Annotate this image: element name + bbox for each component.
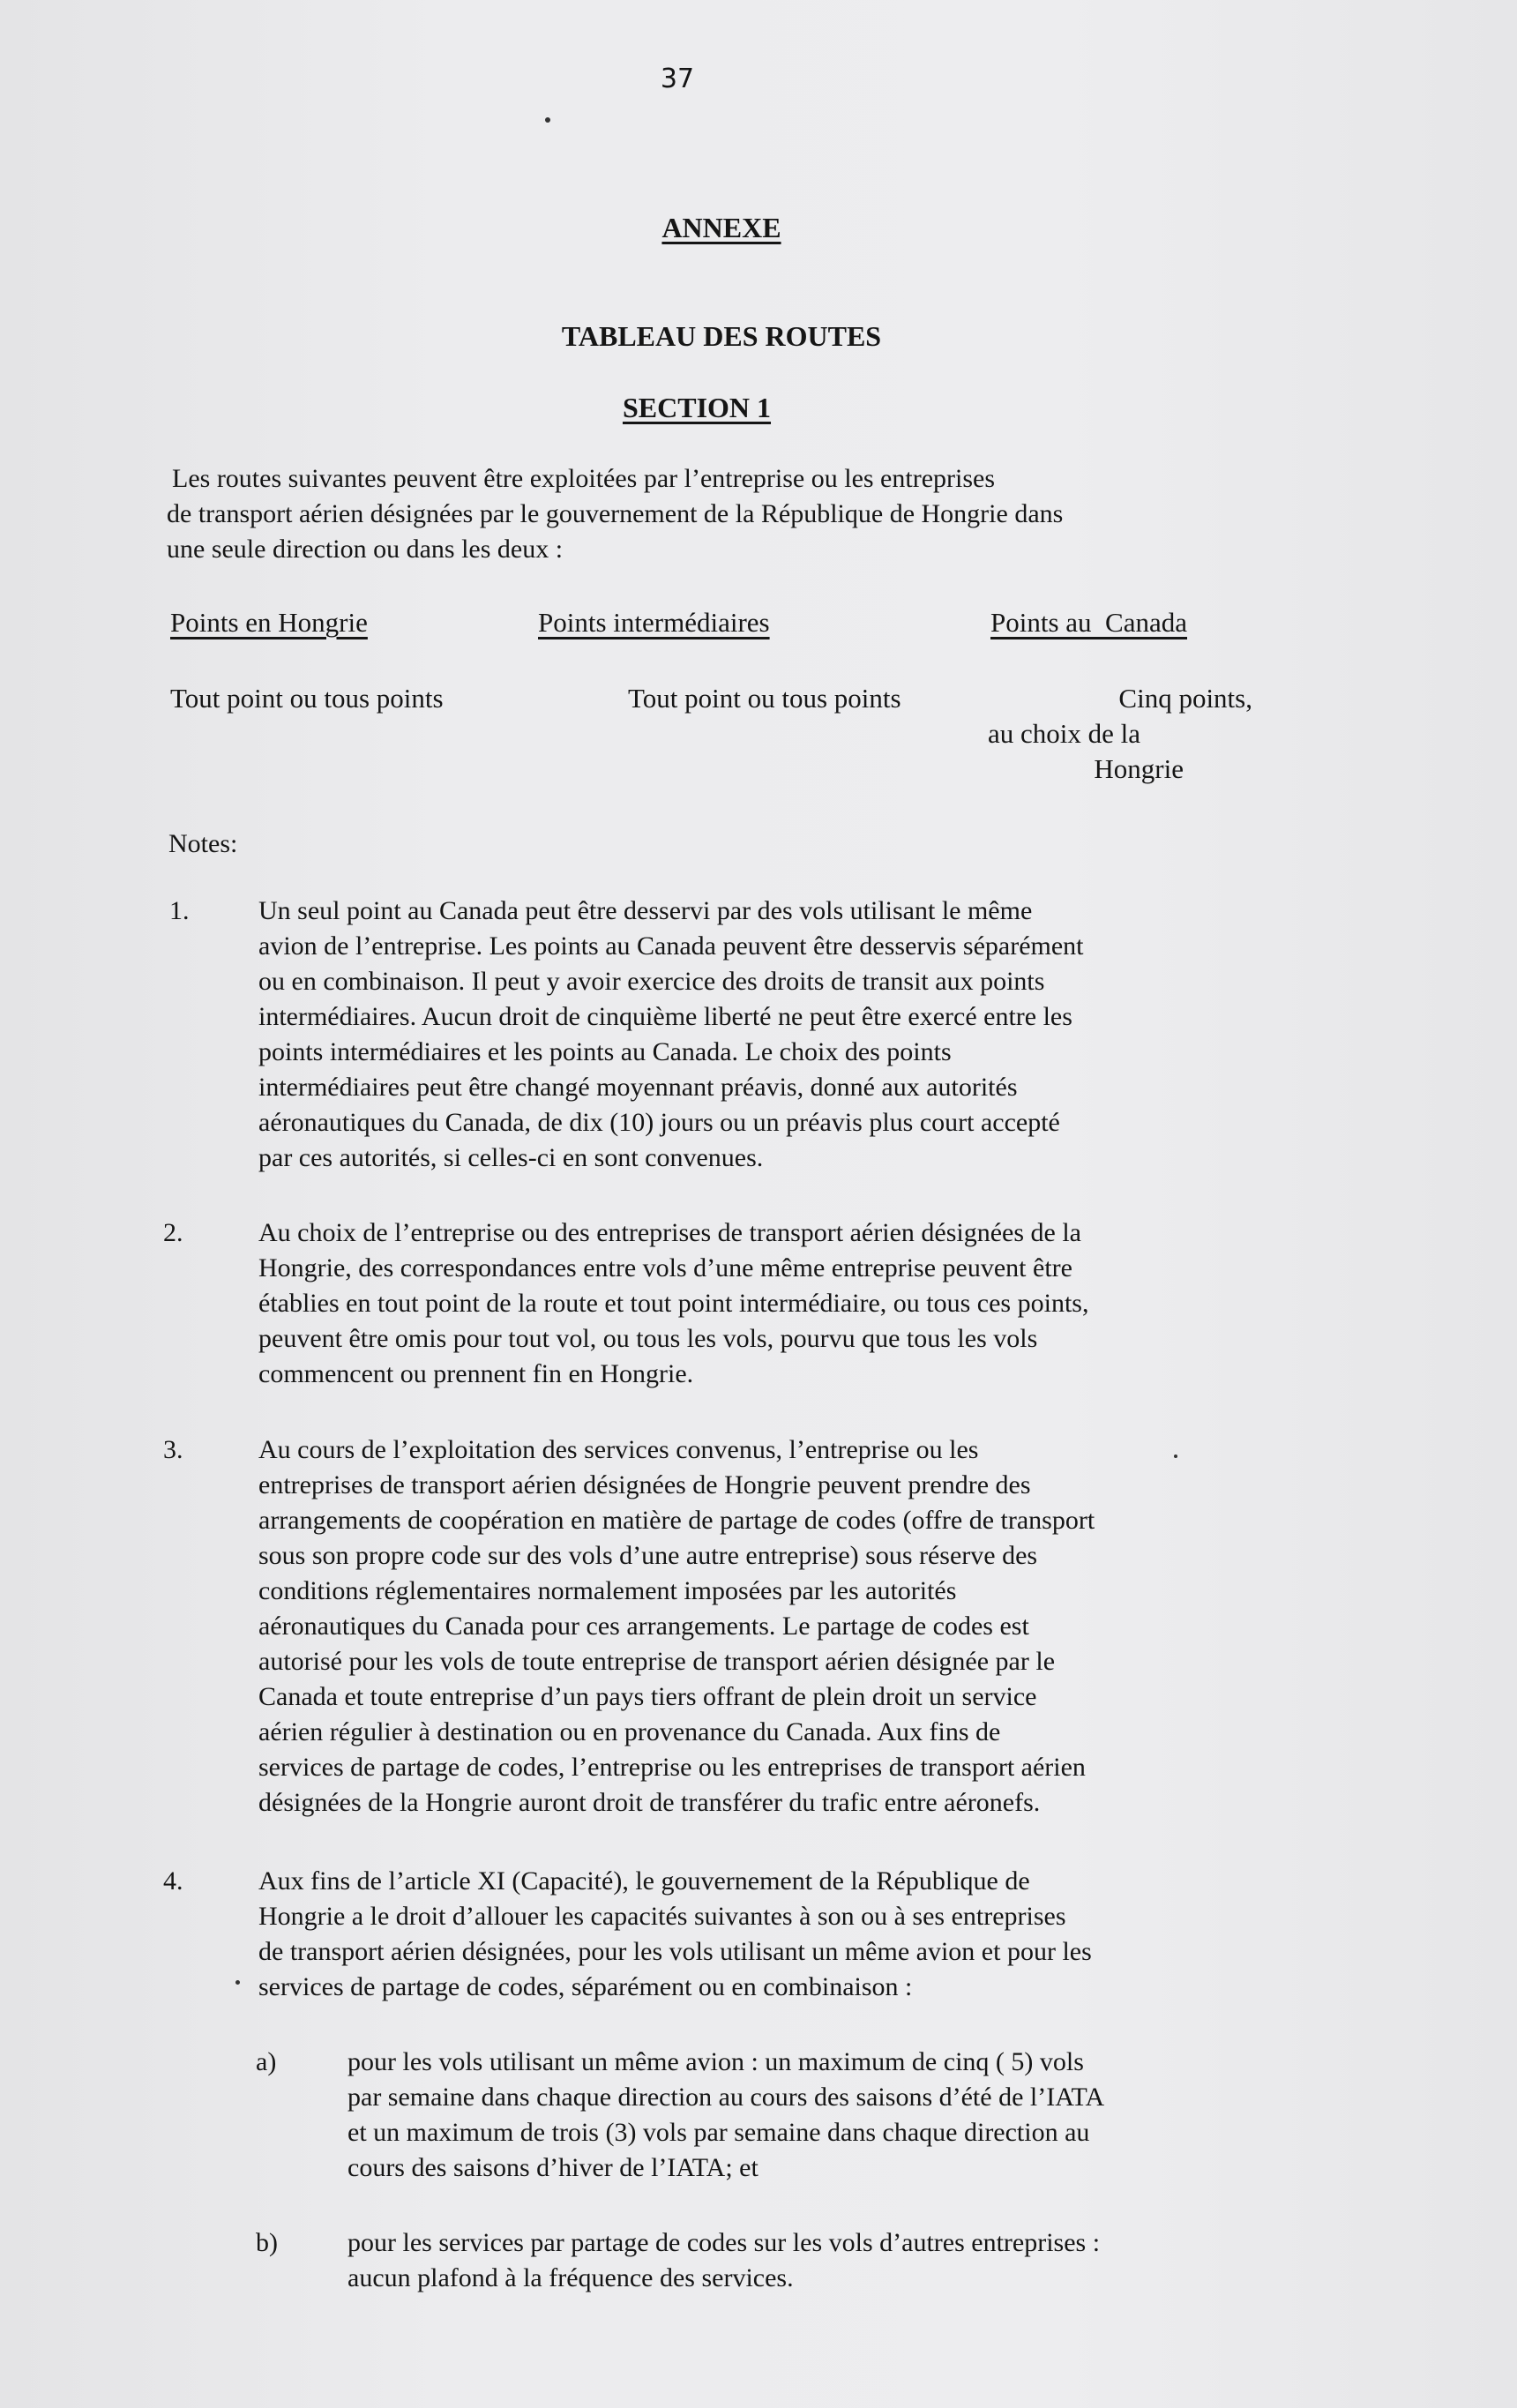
note-line: aéronautiques du Canada pour ces arrangements. Le partage de codes est	[258, 1612, 1029, 1641]
scan-speck	[545, 117, 550, 123]
notes-label: Notes:	[168, 829, 238, 858]
subitem-line: pour les vols utilisant un même avion : un maximum de cinq ( 5) vols	[347, 2047, 1084, 2076]
note-line: conditions réglementaires normalement imposées par les autorités	[258, 1576, 957, 1605]
routes-table-title: TABLEAU DES ROUTES	[561, 320, 882, 352]
cell-canada-points	[988, 681, 1252, 787]
note-number: 2.	[163, 1218, 183, 1247]
page-number: 37	[660, 64, 695, 94]
section-heading: SECTION 1	[622, 392, 772, 423]
note-line: Aux fins de l’article XI (Capacité), le gouvernement de la République de	[258, 1866, 1030, 1896]
note-number: 1.	[169, 896, 190, 925]
note-line: Au cours de l’exploitation des services convenus, l’entreprise ou les	[258, 1435, 979, 1464]
note-number: 3.	[163, 1435, 183, 1464]
subitem-line: et un maximum de trois (3) vols par semaine dans chaque direction au	[347, 2118, 1090, 2147]
note-line: ou en combinaison. Il peut y avoir exercice des droits de transit aux points	[258, 967, 1045, 996]
column-header-hungary: Points en Hongrie	[170, 607, 368, 638]
note-line: peuvent être omis pour tout vol, ou tous les vols, pourvu que tous les vols	[258, 1324, 1038, 1353]
note-4	[258, 1864, 1264, 2005]
note-line: arrangements de coopération en matière de partage de codes (offre de transport	[258, 1506, 1095, 1535]
subitem-line: aucun plafond à la fréquence des services.	[347, 2263, 794, 2292]
note-line: aéronautiques du Canada, de dix (10) jours ou un préavis plus court accepté	[258, 1108, 1060, 1137]
cell-line: Cinq points,	[1118, 683, 1252, 714]
column-header-intermediate: Points intermédiaires	[538, 607, 770, 638]
note-line: sous son propre code sur des vols d’une autre entreprise) sous réserve des	[258, 1541, 1038, 1570]
note-line: Un seul point au Canada peut être desservi par des vols utilisant le même	[258, 896, 1033, 925]
intro-paragraph	[167, 461, 1266, 567]
note-line: Hongrie a le droit d’allouer les capacités suivantes à son ou à ses entreprises	[258, 1902, 1066, 1931]
note-line: commencent ou prennent fin en Hongrie.	[258, 1359, 694, 1388]
intro-line: une seule direction ou dans les deux :	[167, 535, 564, 564]
intro-line: de transport aérien désignées par le gouvernement de la République de Hongrie dans	[167, 499, 1064, 528]
scan-speck	[235, 1980, 240, 1985]
subitem-line: par semaine dans chaque direction au cours des saisons d’été de l’IATA	[347, 2083, 1105, 2112]
note-number: 4.	[163, 1866, 183, 1896]
note-line: entreprises de transport aérien désignées de Hongrie peuvent prendre des	[258, 1470, 1031, 1499]
note-line: points intermédiaires et les points au Canada. Le choix des points	[258, 1037, 952, 1066]
column-header-canada: Points au Canada	[990, 607, 1187, 638]
note-3	[258, 1432, 1264, 1821]
note-2	[258, 1215, 1264, 1392]
subitem-line: cours des saisons d’hiver de l’IATA; et	[347, 2153, 758, 2182]
subitem-b	[347, 2225, 1265, 2296]
note-line: intermédiaires. Aucun droit de cinquième liberté ne peut être exercé entre les	[258, 1002, 1072, 1031]
note-line: intermédiaires peut être changé moyennant préavis, donné aux autorités	[258, 1073, 1018, 1102]
note-line: avion de l’entreprise. Les points au Canada peuvent être desservis séparément	[258, 931, 1084, 961]
note-line: Canada et toute entreprise d’un pays tiers offrant de plein droit un service	[258, 1682, 1037, 1711]
subitem-a	[347, 2045, 1265, 2186]
cell-hungary-points: Tout point ou tous points	[170, 683, 444, 714]
scan-speck	[1174, 1455, 1177, 1458]
note-line: par ces autorités, si celles-ci en sont convenues.	[258, 1143, 764, 1172]
note-line: services de partage de codes, l’entreprise ou les entreprises de transport aérien	[258, 1753, 1086, 1782]
note-line: aérien régulier à destination ou en provenance du Canada. Aux fins de	[258, 1717, 1001, 1746]
note-line: Hongrie, des correspondances entre vols d’une même entreprise peuvent être	[258, 1253, 1072, 1283]
subitem-label: b)	[256, 2228, 278, 2257]
note-1	[258, 894, 1264, 1176]
note-line: de transport aérien désignées, pour les vols utilisant un même avion et pour les	[258, 1937, 1092, 1966]
cell-intermediate-points: Tout point ou tous points	[628, 683, 901, 714]
intro-line: Les routes suivantes peuvent être exploitées par l’entreprise ou les entreprises	[172, 464, 996, 493]
note-line: autorisé pour les vols de toute entreprise de transport aérien désignée par le	[258, 1647, 1056, 1676]
note-line: Au choix de l’entreprise ou des entreprises de transport aérien désignées de la	[258, 1218, 1081, 1247]
subitem-label: a)	[256, 2047, 277, 2076]
note-line: services de partage de codes, séparément ou en combinaison :	[258, 1972, 913, 2001]
note-line: désignées de la Hongrie auront droit de transférer du trafic entre aéronefs.	[258, 1788, 1041, 1817]
subitem-line: pour les services par partage de codes sur les vols d’autres entreprises :	[347, 2228, 1101, 2257]
note-line: établies en tout point de la route et tout point intermédiaire, ou tous ces points,	[258, 1289, 1089, 1318]
cell-line: au choix de la	[988, 718, 1141, 749]
cell-line: Hongrie	[1094, 753, 1184, 784]
annex-title: ANNEXE	[661, 212, 781, 243]
